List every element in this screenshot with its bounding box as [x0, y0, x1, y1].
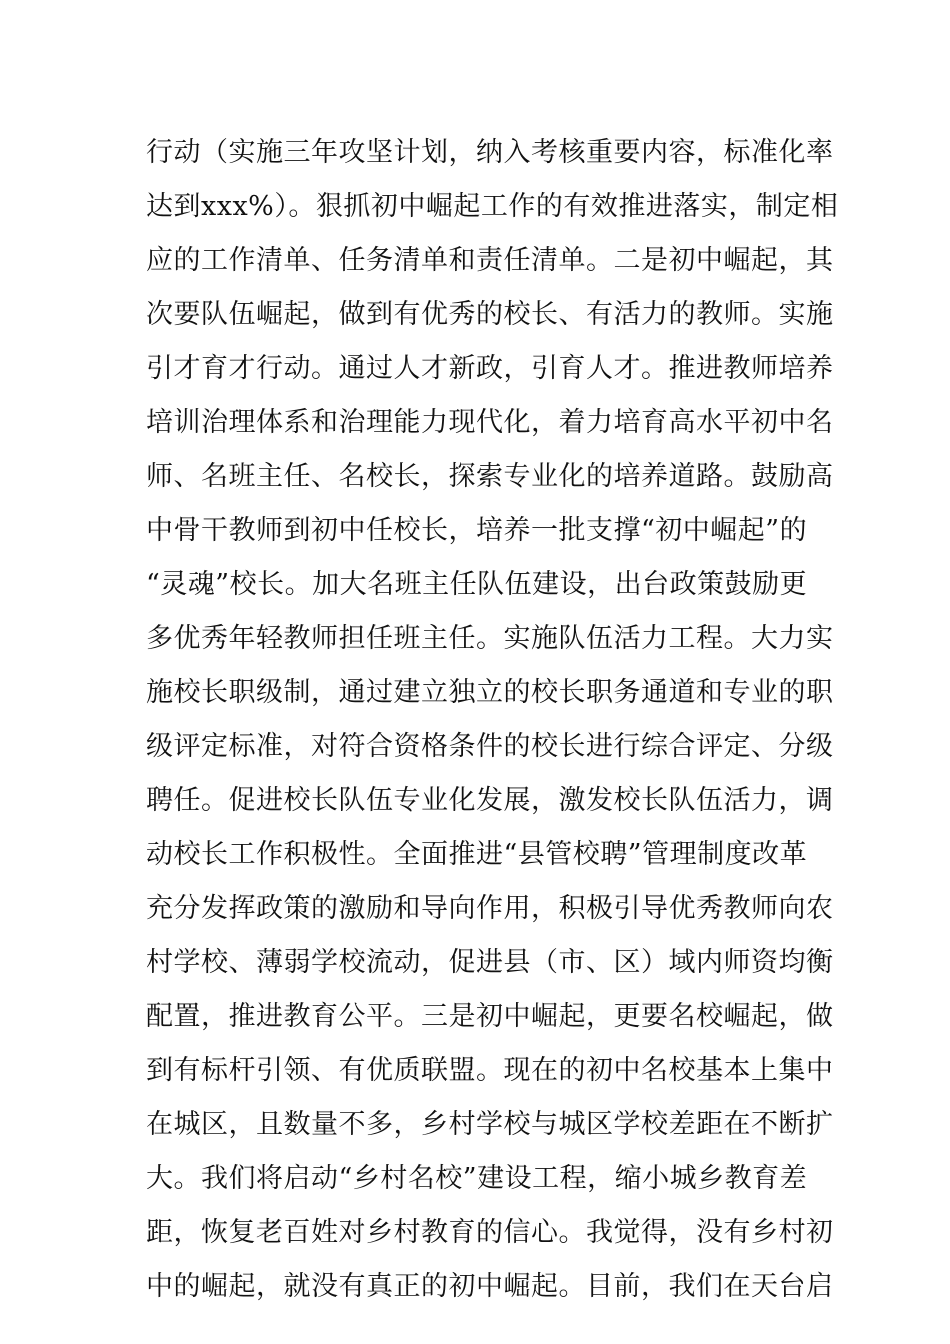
- text-line: 师、名班主任、名校长，探索专业化的培养道路。鼓励高: [146, 461, 834, 492]
- text-line: 级评定标准，对符合资格条件的校长进行综合评定、分级: [146, 731, 834, 762]
- text-line: 培训治理体系和治理能力现代化，着力培育高水平初中名: [146, 407, 834, 438]
- text-line: 动校长工作积极性。全面推进“县管校聘”管理制度改革: [146, 839, 808, 870]
- text-line: 距，恢复老百姓对乡村教育的信心。我觉得，没有乡村初: [146, 1217, 834, 1248]
- text-line: 充分发挥政策的激励和导向作用，积极引导优秀教师向农: [146, 893, 834, 924]
- text-line: 中的崛起，就没有真正的初中崛起。目前，我们在天台启: [146, 1271, 834, 1302]
- text-line: 在城区，且数量不多，乡村学校与城区学校差距在不断扩: [146, 1109, 834, 1140]
- text-line: 村学校、薄弱学校流动，促进县（市、区）域内师资均衡: [146, 947, 834, 978]
- text-line: 多优秀年轻教师担任班主任。实施队伍活力工程。大力实: [146, 623, 834, 654]
- text-line: 到有标杆引领、有优质联盟。现在的初中名校基本上集中: [146, 1055, 834, 1086]
- text-line: 应的工作清单、任务清单和责任清单。二是初中崛起，其: [146, 245, 834, 276]
- body-paragraph: [146, 126, 839, 1314]
- text-line: 次要队伍崛起，做到有优秀的校长、有活力的教师。实施: [146, 299, 834, 330]
- text-line: 引才育才行动。通过人才新政，引育人才。推进教师培养: [146, 353, 834, 384]
- text-line: “灵魂”校长。加大名班主任队伍建设，出台政策鼓励更: [146, 569, 808, 600]
- text-line: 大。我们将启动“乡村名校”建设工程，缩小城乡教育差: [146, 1163, 808, 1194]
- text-line: 配置，推进教育公平。三是初中崛起，更要名校崛起，做: [146, 1001, 834, 1032]
- text-line: 施校长职级制，通过建立独立的校长职务通道和专业的职: [146, 677, 834, 708]
- text-line: 中骨干教师到初中任校长，培养一批支撑“初中崛起”的: [146, 515, 808, 546]
- text-line: 达到xxx%）。狠抓初中崛起工作的有效推进落实，制定相: [146, 191, 839, 222]
- text-line: 聘任。促进校长队伍专业化发展，激发校长队伍活力，调: [146, 785, 834, 816]
- text-line: 行动（实施三年攻坚计划，纳入考核重要内容，标准化率: [146, 137, 834, 168]
